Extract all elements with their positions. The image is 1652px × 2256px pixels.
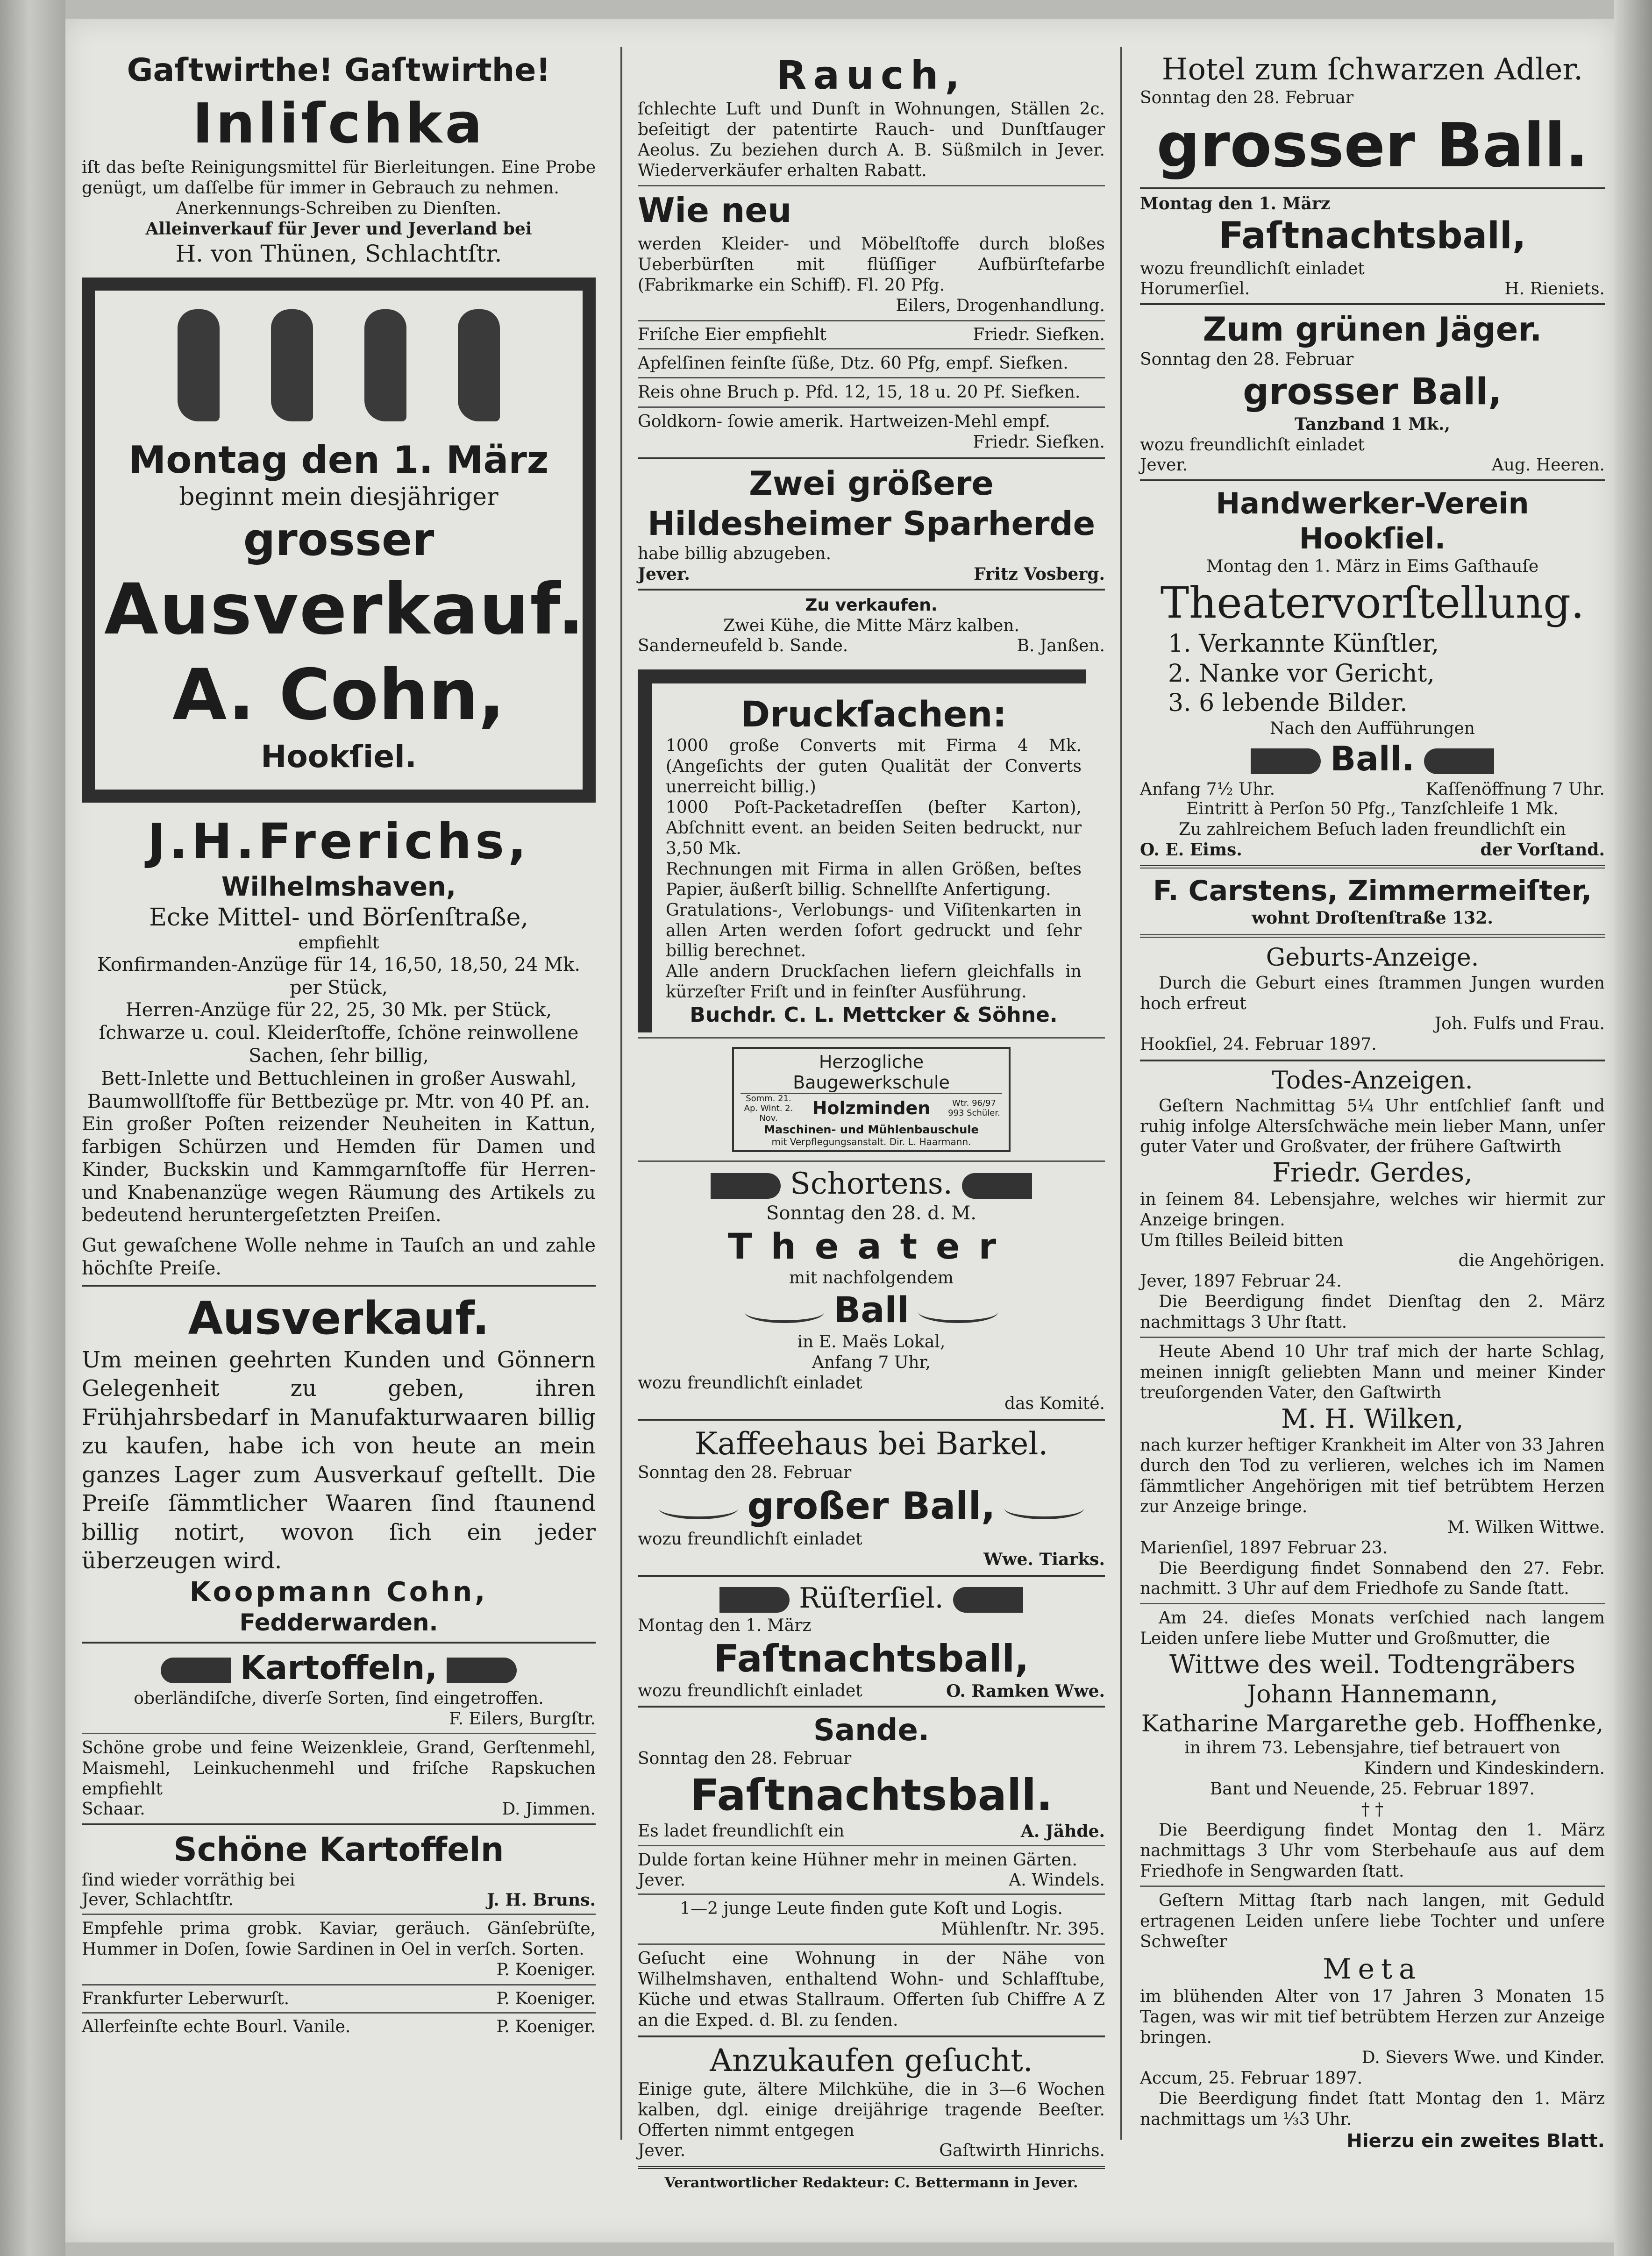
notice-name: M. H. Wilken, bbox=[1281, 1403, 1464, 1434]
ad-title: Ball bbox=[833, 1289, 909, 1331]
notice-name: Meta bbox=[1323, 1952, 1422, 1986]
ad-siefken-mehl: Goldkorn- ſowie amerik. Hartweizen-Mehl empf. bbox=[638, 412, 1050, 432]
ad-signature: Joh. Fulfs und Frau. bbox=[1434, 1014, 1605, 1034]
ad-text: Alleinverkauf für Jever und Jeverland bei bbox=[145, 219, 532, 239]
ad-date: Sonntag den 28. Februar bbox=[638, 1749, 852, 1769]
ad-text: Baumwollſtoffe für Bettbezüge pr. Mtr. von 40 Pf. an. bbox=[87, 1090, 591, 1112]
ad-date: Montag den 1. März bbox=[128, 438, 549, 482]
ad-text: Anfang 7 Uhr, bbox=[812, 1352, 931, 1372]
ad-text: mit nachfolgendem bbox=[789, 1268, 954, 1288]
ad-koopmann-cohn bbox=[82, 1291, 596, 1637]
ad-text: ſind wieder vorräthig bei bbox=[82, 1870, 295, 1890]
ad-text: Zu zahlreichem Beſuch laden freundlichſt ein bbox=[1179, 820, 1566, 840]
divider bbox=[1140, 479, 1605, 481]
notice-text: Geſtern Mittag ſtarb nach langen, mit Geduld ertragenen Leiden unſere liebe Tochter und unſere Schweſter bbox=[1140, 1891, 1605, 1951]
divider bbox=[638, 1160, 1105, 1162]
ad-date: Sonntag den 28. d. M. bbox=[766, 1202, 977, 1224]
ad-date: Sonntag den 28. Februar bbox=[1140, 349, 1354, 369]
ad-title: Theatervorſtellung. bbox=[1160, 577, 1585, 628]
notice-signature: die Angehörigen. bbox=[1458, 1251, 1605, 1271]
ad-date: Sonntag den 28. Februar bbox=[1140, 88, 1354, 108]
ad-title: Rüſterſiel. bbox=[799, 1581, 944, 1615]
ad-text: Schöne grobe und feine Weizenkleie, Grand, Gerſtenmehl, Maismehl, Leinkuchenmehl und friſche Rapskuchen empfiehlt bbox=[82, 1738, 596, 1799]
ad-title: Zu verkaufen. bbox=[805, 595, 938, 615]
divider bbox=[638, 1893, 1105, 1895]
ad-place: Jever. bbox=[1140, 455, 1188, 475]
divider bbox=[638, 2166, 1105, 2169]
ad-text: werden Kleider- und Möbelſtoffe durch bloßes Ueberbürſten mit flüſſiger Aufbürſtefarbe (Fabrikmarke ein Schiff). Fl. 20 Pfg. bbox=[638, 234, 1105, 295]
ad-signature: Gaſtwirth Hinrichs. bbox=[939, 2141, 1105, 2160]
ad-signature: J. H. Bruns. bbox=[487, 1890, 596, 1910]
notice-place: Accum, 25. Februar 1897. bbox=[1140, 2069, 1363, 2088]
ad-place: Horumerſiel. bbox=[1140, 279, 1250, 299]
ad-address: Ecke Mittel- und Börſenſtraße, bbox=[149, 904, 528, 932]
ad-title: Druckſachen: bbox=[741, 693, 1007, 735]
divider bbox=[1140, 934, 1605, 938]
ad-text: Einige gute, ältere Milchkühe, die in 3—6 Wochen kalben, dgl. einige dreijährige tragende Beeſter. Offerten nimmt entgegen bbox=[638, 2080, 1105, 2141]
notice-place: Jever, 1897 Februar 24. bbox=[1140, 1272, 1342, 1291]
ad-text: grosser bbox=[243, 513, 434, 566]
ad-signature: Wwe. Tiarks. bbox=[983, 1549, 1105, 1569]
ornament-icon bbox=[1004, 1498, 1084, 1519]
ad-text: wozu freundlichſt einladet bbox=[1140, 259, 1365, 278]
ad-text: wozu freundlichſt einladet bbox=[638, 1373, 862, 1393]
ad-place: Hookſiel, 24. Februar 1897. bbox=[1140, 1035, 1377, 1054]
divider bbox=[1140, 865, 1605, 868]
ad-title: Ball. bbox=[1330, 739, 1415, 779]
ad-siefken-reis: Reis ohne Bruch p. Pfd. 12, 15, 18 u. 20 Pf. Siefken. bbox=[638, 383, 1081, 402]
ad-signature: B. Janßen. bbox=[1017, 636, 1105, 655]
ad-title: Wie neu bbox=[638, 191, 792, 230]
pointing-hand-icon bbox=[458, 309, 500, 421]
ad-title: Geburts-Anzeige. bbox=[1266, 944, 1479, 972]
pointing-hand-icon bbox=[962, 1173, 1032, 1199]
ad-text: mit Verpflegungsanstalt. Dir. L. Haarmann. bbox=[771, 1136, 971, 1147]
ad-signature: Aug. Heeren. bbox=[1491, 455, 1605, 475]
pointing-hand-icon bbox=[1251, 748, 1321, 774]
ad-text: beginnt mein diesjähriger bbox=[179, 483, 498, 512]
notice-signature: M. Wilken Wittwe. bbox=[1447, 1517, 1605, 1537]
ad-city: Holzminden bbox=[812, 1098, 931, 1119]
ornament-icon bbox=[919, 1302, 998, 1323]
ad-text: Herren-Anzüge für 22, 25, 30 Mk. per Stück, ſchwarze u. coul. Kleiderſtoffe, ſchöne reinwollene Sachen, ſehr billig, bbox=[99, 999, 579, 1067]
ad-text: Tanzband 1 Mk., bbox=[1294, 414, 1451, 434]
ad-text: wozu freundlichſt einladet bbox=[1140, 435, 1365, 455]
ad-wohnung: Geſucht eine Wohnung in der Nähe von Wilhelmshaven, enthaltend Wohn- und Schlafſtube, Küche und etwas Stallraum. Offerten ſub Chiffre A Z an die Exped. d. Bl. zu ſenden. bbox=[638, 1949, 1105, 2030]
ad-title: Schöne Kartoffeln bbox=[173, 1830, 504, 1869]
ad-address: wohnt Droſtenſtraße 132. bbox=[1252, 908, 1493, 928]
ad-drucksachen bbox=[638, 669, 1086, 1032]
divider bbox=[82, 1285, 596, 1287]
divider bbox=[638, 1845, 1105, 1846]
divider bbox=[638, 185, 1105, 186]
column-rule bbox=[620, 47, 622, 2140]
ad-text: empfiehlt bbox=[298, 933, 379, 953]
cross-icon: † † bbox=[1361, 1800, 1384, 1820]
divider bbox=[1140, 1337, 1605, 1338]
notice-text: Die Beerdigung findet Sonnabend den 27. Febr. nachmitt. 3 Uhr auf dem Friedhofe zu Sande ſtatt. bbox=[1140, 1559, 1605, 1599]
ad-text: Durch die Geburt eines ſtrammen Jungen wurden hoch erfreut bbox=[1140, 973, 1605, 1013]
ad-signature: Mühlenſtr. Nr. 395. bbox=[941, 1920, 1105, 1939]
ad-signature: Eilers, Drogenhandlung. bbox=[896, 296, 1105, 315]
ad-title: Ausverkauf. bbox=[188, 1292, 490, 1345]
ad-title: Kaffeehaus bei Barkel. bbox=[694, 1425, 1048, 1462]
column-middle bbox=[638, 51, 1105, 2192]
ad-text: Maschinen- und Mühlenbauschule bbox=[764, 1123, 979, 1136]
ad-place: Jever, Schlachtſtr. bbox=[82, 1890, 234, 1910]
ad-text: Um meinen geehrten Kunden und Gönnern Gelegenheit zu geben, ihren Frühjahrsbedarf in Manufakturwaaren billig zu kaufen, habe ich von heute an mein ganzes Lager zum Ausverkauf geſtellt. Die Preiſe ſämmtlicher Waaren ſind ſtaunend billig notirt, wovon ſich ein jeder überzeugen wird. bbox=[82, 1346, 596, 1574]
divider bbox=[638, 2035, 1105, 2037]
ad-title: Herzogliche Baugewerkschule bbox=[741, 1052, 1002, 1094]
ad-gruener-jaeger bbox=[1140, 310, 1605, 475]
divider bbox=[638, 1037, 1105, 1039]
pointing-hand-icon bbox=[711, 1173, 781, 1199]
section-title: Todes-Anzeigen. bbox=[1272, 1067, 1473, 1095]
divider bbox=[82, 1642, 596, 1644]
ad-signature: Friedr. Siefken. bbox=[973, 325, 1105, 344]
ad-text: wozu freundlichſt einladet bbox=[638, 1529, 862, 1549]
notice-name: Johann Hannemann, bbox=[1246, 1680, 1498, 1708]
ad-text: Friſche Eier empfiehlt bbox=[638, 325, 826, 344]
ad-signature: Friedr. Siefken. bbox=[973, 433, 1105, 452]
ad-logis bbox=[638, 1899, 1105, 1940]
divider bbox=[638, 1419, 1105, 1421]
ad-title: J.H.Frerichs, bbox=[147, 813, 530, 870]
ad-program: 2. Nanke vor Gericht, bbox=[1168, 659, 1435, 688]
ad-siefken-apfelsinen: Apfelſinen feinſte ſüße, Dtz. 60 Pfg, empf. Siefken. bbox=[638, 353, 1068, 373]
ad-title: Anzukaufen geſucht. bbox=[710, 2042, 1033, 2078]
notice-text: Geſtern Nachmittag 5¼ Uhr entſchlief ſanft und ruhig infolge Altersſchwäche mein lieber Mann, unſer guter Vater und Großvater, der frühere Gaſtwirth bbox=[1140, 1096, 1605, 1157]
ad-schwarzer-adler bbox=[1140, 51, 1605, 183]
ad-title: F. Carstens, Zimmermeiſter, bbox=[1153, 875, 1592, 908]
ad-schortens bbox=[638, 1166, 1105, 1414]
ad-signature: P. Koeniger. bbox=[496, 2017, 596, 2037]
ad-place: Hookſiel. bbox=[261, 738, 417, 775]
ad-rauch bbox=[638, 51, 1105, 181]
ad-text: Bett-Inlette und Bettuchleinen in großer Auswahl, bbox=[100, 1068, 577, 1089]
ad-text: oberländiſche, diverſe Sorten, ſind eingetroffen. bbox=[134, 1688, 544, 1708]
ad-title: großer Ball, bbox=[747, 1484, 996, 1528]
ad-signature: O. E. Eims. bbox=[1140, 840, 1242, 860]
notice-text: im blühenden Alter von 17 Jahren 3 Monaten 15 Tagen, was wir mit tief betrübtem Herzen zur Anzeige bringen. bbox=[1140, 1986, 1605, 2047]
ad-text: iſt das beſte Reinigungsmittel für Bierleitungen. Eine Probe genügt, um daſſelbe für immer in Gebrauch zu nehmen. bbox=[82, 157, 596, 198]
ad-signature: Buchdr. C. L. Mettcker & Söhne. bbox=[690, 1003, 1058, 1027]
ad-title: Faſtnachtsball. bbox=[690, 1770, 1053, 1821]
ad-handwerker-verein bbox=[1140, 486, 1605, 860]
ad-place: Sanderneufeld b. Sande. bbox=[638, 636, 848, 655]
column-right bbox=[1140, 51, 1605, 2153]
divider bbox=[638, 589, 1105, 591]
ad-text: Somm. 21. Ap. Wint. 2. Nov. bbox=[744, 1093, 793, 1123]
ad-title: Zum grünen Jäger. bbox=[1203, 310, 1542, 349]
ad-text: Wtr. 96/97 993 Schüler. bbox=[948, 1098, 1000, 1118]
ad-cohn-ausverkauf bbox=[82, 278, 596, 803]
ornament-icon bbox=[659, 1498, 738, 1519]
ad-title: Zwei größere Hildesheimer Sparherde bbox=[647, 464, 1096, 543]
ad-date: Montag den 1. März in Eims Gaſthauſe bbox=[1206, 557, 1539, 576]
notice-text: Die Beerdigung findet Dienſtag den 2. März nachmittags 3 Uhr ſtatt. bbox=[1140, 1292, 1605, 1332]
ad-sande bbox=[638, 1712, 1105, 1841]
ad-windels bbox=[638, 1850, 1105, 1890]
ad-title: Rauch, bbox=[776, 52, 967, 98]
ad-title: grosser Ball. bbox=[1156, 109, 1588, 181]
divider bbox=[638, 1943, 1105, 1945]
ad-text: Anfang 7½ Uhr. bbox=[1140, 780, 1275, 799]
ad-name: Koopmann Cohn, bbox=[189, 1576, 488, 1608]
ad-title: Inliſchka bbox=[192, 91, 485, 156]
ad-title: Schortens. bbox=[790, 1166, 953, 1201]
ad-text: Dulde fortan keine Hühner mehr in meinen Gärten. bbox=[638, 1850, 1077, 1870]
ad-text: Zwei Kühe, die Mitte März kalben. bbox=[723, 616, 1019, 635]
ad-date: Sonntag den 28. Februar bbox=[638, 1463, 852, 1483]
divider bbox=[1140, 1603, 1605, 1604]
notice-text: in ſeinem 84. Lebensjahre, welches wir hiermit zur Anzeige bringen. bbox=[1140, 1189, 1605, 1230]
divider bbox=[82, 1733, 596, 1734]
ad-city: Wilhelmshaven, bbox=[221, 872, 456, 903]
divider bbox=[638, 377, 1105, 378]
pointing-hands bbox=[104, 309, 573, 423]
footer-second-sheet: Hierzu ein zweites Blatt. bbox=[1346, 2130, 1605, 2152]
ad-place: Schaar. bbox=[82, 1800, 145, 1819]
notice-text: Heute Abend 10 Uhr traf mich der harte Schlag, meinen innigſt geliebten Mann und meiner Kinder treuſorgenden Vater, den Gaſtwirth bbox=[1140, 1342, 1605, 1402]
ad-text: Ein großer Poſten reizender Neuheiten in Kattun, farbigen Schürzen und Hemden für Damen und Kinder, Buckskin und Kammgarnſtoffe für Herren- und Knabenanzüge wegen Räumung des Artikels zu bedeutend heruntergeſetzten Preiſen. bbox=[82, 1113, 596, 1226]
ad-text: Rechnungen mit Firma in allen Größen, beſtes Papier, äußerſt billig. Schnellſte Anfertigung. bbox=[666, 859, 1082, 899]
ad-title: grosser Ball, bbox=[1243, 370, 1502, 413]
ad-place: Jever. bbox=[638, 1871, 686, 1890]
ad-text: Es ladet freundlichſt ein bbox=[638, 1822, 845, 1841]
ad-program: 3. 6 lebende Bilder. bbox=[1168, 689, 1408, 718]
ad-title: Ausverkauf. bbox=[104, 569, 585, 650]
divider bbox=[638, 348, 1105, 349]
pointing-hand-icon bbox=[364, 309, 406, 421]
column-left bbox=[82, 51, 596, 2036]
divider bbox=[638, 406, 1105, 408]
ad-signature: D. Jimmen. bbox=[502, 1800, 596, 1819]
divider bbox=[82, 1823, 596, 1825]
notice-text: nach kurzer heftiger Krankheit im Alter von 33 Jahren durch den Tod zu verlieren, welches ich im Namen ſämmtlicher Angehörigen mit tief betrübtem Herzen zur Anzeige bringe. bbox=[1140, 1436, 1605, 1516]
ad-signature: H. von Thünen, Schlachtſtr. bbox=[175, 240, 502, 267]
divider bbox=[638, 1575, 1105, 1577]
ad-zu-verkaufen bbox=[638, 595, 1105, 655]
ad-text: wozu freundlichſt einladet bbox=[638, 1681, 862, 1701]
ad-title: Faſtnachtsball, bbox=[713, 1637, 1029, 1680]
notice-place: Marienſiel, 1897 Februar 23. bbox=[1140, 1538, 1388, 1558]
ad-place: Jever. bbox=[638, 2141, 686, 2160]
notice-signature: D. Sievers Wwe. und Kinder. bbox=[1361, 2048, 1605, 2068]
ad-signature: H. Rieniets. bbox=[1504, 279, 1605, 299]
ad-barkel bbox=[638, 1425, 1105, 1570]
ad-name: A. Cohn, bbox=[172, 654, 505, 736]
ad-koeniger bbox=[82, 1919, 596, 2036]
ad-signature: P. Koeniger. bbox=[496, 1960, 596, 1980]
divider bbox=[638, 1706, 1105, 1708]
ad-title: Theater bbox=[727, 1225, 1015, 1267]
ad-signature: A. Windels. bbox=[1009, 1871, 1105, 1890]
notice-name: Katharine Margarethe geb. Hoffhenke, bbox=[1141, 1710, 1604, 1737]
divider bbox=[1140, 187, 1605, 189]
divider bbox=[82, 1984, 596, 1986]
ad-text: Anerkennungs-Schreiben zu Dienſten. bbox=[176, 199, 502, 218]
ad-text: 1—2 junge Leute finden gute Koſt und Logis. bbox=[680, 1899, 1063, 1919]
ad-date: Montag den 1. März bbox=[638, 1615, 812, 1635]
page-edge bbox=[1614, 0, 1652, 2256]
divider bbox=[638, 457, 1105, 459]
ad-text: Allerfeinſte echte Bourl. Vanile. bbox=[82, 2017, 351, 2037]
ad-text: 1000 große Converts mit Firma 4 Mk. (Angeſichts der guten Qualität der Converts unerreicht billig.) bbox=[666, 736, 1082, 797]
divider bbox=[1140, 1060, 1605, 1061]
ad-frerichs bbox=[82, 812, 596, 1280]
ad-signature: A. Jähde. bbox=[1020, 1822, 1105, 1842]
divider bbox=[1140, 303, 1605, 305]
ad-text: Alle andern Druckſachen liefern gleichfalls in kürzeſter Friſt und in feinſter Ausführung. bbox=[666, 962, 1082, 1002]
ad-geburt bbox=[1140, 943, 1605, 1055]
ad-signature: der Vorſtand. bbox=[1480, 840, 1605, 860]
notice-text: Die Beerdigung findet Montag den 1. März nachmittags 3 Uhr vom Sterbehauſe aus auf dem Friedhofe in Sengwarden ſtatt. bbox=[1140, 1821, 1605, 1881]
pointing-hand-icon bbox=[1424, 748, 1494, 774]
ad-signature: O. Ramken Wwe. bbox=[946, 1681, 1105, 1701]
ad-title: Hotel zum ſchwarzen Adler. bbox=[1161, 52, 1583, 87]
notice-text: in ihrem 73. Lebensjahre, tief betrauert von bbox=[1184, 1738, 1560, 1758]
ad-signature: Fritz Vosberg. bbox=[974, 564, 1105, 584]
ad-title: Handwerker-Verein Hookſiel. bbox=[1216, 486, 1529, 556]
divider bbox=[1140, 1886, 1605, 1887]
ad-text: 1000 Poſt-Packetadreſſen (beſter Karton), Abſchnitt event. an beiden Seiten bedruckt, nur 3,50 Mk. bbox=[666, 798, 1082, 858]
ad-signature: P. Koeniger. bbox=[496, 1989, 596, 2009]
divider bbox=[82, 2012, 596, 2014]
ad-text: Kaſſenöffnung 7 Uhr. bbox=[1425, 780, 1605, 799]
ad-text: Frankfurter Leberwurſt. bbox=[82, 1989, 290, 2009]
ad-signature: das Komité. bbox=[1004, 1394, 1105, 1413]
ad-place: Fedderwarden. bbox=[239, 1609, 438, 1637]
ad-weizenkleie bbox=[82, 1738, 596, 1819]
ad-text: Gratulations-, Verlobungs- und Viſitenkarten in allen Arten werden ſofort gedruckt und ſehr billig berechnet. bbox=[666, 900, 1082, 961]
ad-ruestersiel bbox=[638, 1581, 1105, 1701]
ad-title: Faſtnachtsball, bbox=[1218, 215, 1526, 257]
ad-inlischka bbox=[82, 51, 596, 268]
ad-text: Konfirmanden-Anzüge für 14, 16,50, 18,50, 24 Mk. per Stück, bbox=[97, 954, 581, 998]
notice-text: Am 24. dieſes Monats verſchied nach langem Leiden unſere liebe Mutter und Großmutter, die bbox=[1140, 1608, 1605, 1649]
pointing-hand-icon bbox=[271, 309, 313, 421]
ad-sparherde bbox=[638, 464, 1105, 584]
ad-text: Empfehle prima grobk. Kaviar, geräuch. Gänſebrüſte, Hummer in Doſen, ſowie Sardinen in Oel in verſch. Sorten. bbox=[82, 1919, 596, 1959]
ad-kartoffeln-eilers bbox=[82, 1648, 596, 1729]
pointing-hand-icon bbox=[178, 309, 220, 421]
notice-name: Wittwe des weil. Todtengräbers bbox=[1169, 1650, 1575, 1680]
footer-editor: Verantwortlicher Redakteur: C. Bettermann in Jever. bbox=[664, 2175, 1078, 2191]
ad-place: Jever. bbox=[638, 564, 690, 584]
ad-wie-neu bbox=[638, 190, 1105, 316]
pointing-hand-icon bbox=[447, 1658, 517, 1683]
ad-horumersiel bbox=[1140, 194, 1605, 299]
notice-place: Bant und Neuende, 25. Februar 1897. bbox=[1210, 1779, 1535, 1799]
ad-text: ſchlechte Luft und Dunſt in Wohnungen, Ställen 2c. beſeitigt der patentirte Rauch- und Dunſtſauger Aeolus. Zu beziehen durch A. B. Süßmilch in Jever. Wiederverkäufer erhalten Rabatt. bbox=[638, 100, 1105, 181]
notice-signature: Kindern und Kindeskindern. bbox=[1364, 1759, 1605, 1779]
notice-name: Friedr. Gerdes, bbox=[1272, 1158, 1473, 1188]
ad-text: Gut gewaſchene Wolle nehme in Tauſch an und zahle höchſte Preiſe. bbox=[82, 1235, 596, 1280]
death-notices bbox=[1140, 1066, 1605, 2130]
pointing-hand-icon bbox=[719, 1587, 790, 1613]
ad-program: 1. Verkannte Künſtler, bbox=[1168, 630, 1439, 658]
ad-milchkuehe bbox=[638, 2042, 1105, 2160]
divider bbox=[638, 320, 1105, 321]
ad-baugewerkschule bbox=[638, 1042, 1105, 1157]
pointing-hand-icon bbox=[161, 1658, 231, 1683]
ad-carstens bbox=[1140, 874, 1605, 929]
ad-text: Eintritt à Perſon 50 Pfg., Tanzſchleife 1 Mk. bbox=[1186, 799, 1559, 819]
ad-title: Kartoffeln, bbox=[240, 1649, 438, 1687]
ad-title: Sande. bbox=[813, 1713, 930, 1748]
ad-text: in E. Maës Lokal, bbox=[797, 1332, 946, 1352]
notice-text: Die Beerdigung findet ſtatt Montag den 1. März nachmittags um ⅓3 Uhr. bbox=[1140, 2089, 1605, 2129]
book-binding bbox=[0, 0, 65, 2256]
divider bbox=[82, 1914, 596, 1915]
ad-text: Nach den Aufführungen bbox=[1270, 719, 1475, 738]
ornament-icon bbox=[745, 1302, 824, 1323]
ad-text: habe billig abzugeben. bbox=[638, 544, 832, 563]
ad-date: Montag den 1. März bbox=[1140, 193, 1331, 214]
column-rule bbox=[1120, 47, 1122, 2140]
ad-siefken-eier bbox=[638, 325, 1105, 344]
ad-schoene-kartoffeln bbox=[82, 1830, 596, 1910]
notice-text: Um ſtilles Beileid bitten bbox=[1140, 1231, 1344, 1250]
pointing-hand-icon bbox=[953, 1587, 1023, 1613]
ad-signature: F. Eilers, Burgſtr. bbox=[449, 1709, 596, 1729]
ad-heading: Gaſtwirthe! Gaſtwirthe! bbox=[127, 52, 551, 89]
